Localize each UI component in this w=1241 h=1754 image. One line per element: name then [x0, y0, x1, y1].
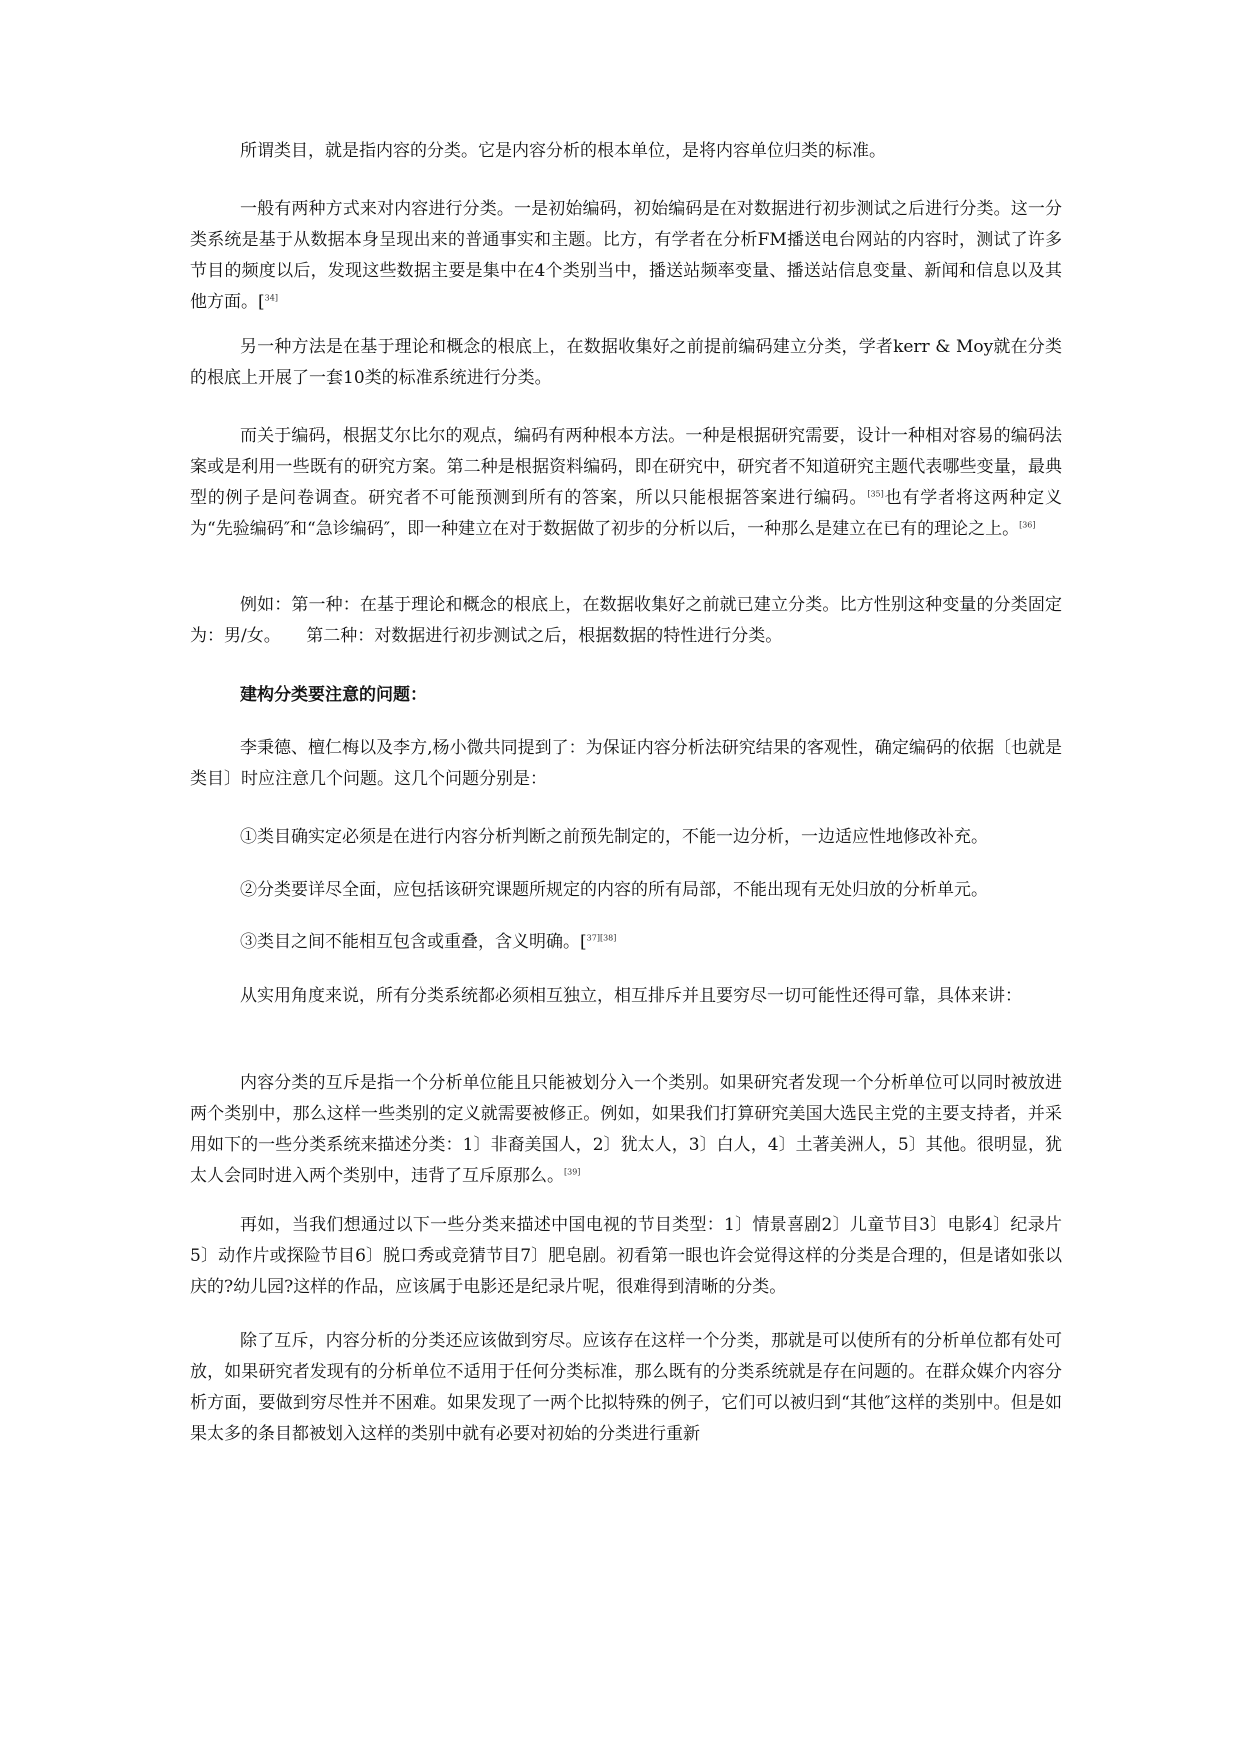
list-item-3 — [240, 927, 1080, 958]
paragraph-category-definition — [190, 136, 1062, 167]
paragraph-tv-example — [190, 1210, 1062, 1303]
paragraph-text: 从实用角度来说，所有分类系统都必须相互独立，相互排斥并且要穷尽一切可能性还得可靠，具体来讲： — [240, 986, 1022, 1006]
paragraph-text: 而关于编码，根据艾尔比尔的观点，编码有两种根本方法。一种是根据研究需要，设计一种相对容易的编码法案或是利用一些既有的研究方案。第二种是根据资料编码，即在研究中，研究者不知道研究主题代表哪些变量，最典型的例子是问卷调查。研究者不可能预测到所有的答案，所以只能根据答案进行编码。 — [190, 426, 1062, 508]
citation-36: [36] — [1019, 520, 1036, 530]
paragraph-two-methods — [190, 194, 1062, 318]
citation-37-38: 37][38] — [586, 933, 617, 943]
list-item-2: ②分类要详尽全面，应包括该研究课题所规定的内容的所有局部，不能出现有无处归放的分析单元。 — [240, 880, 988, 900]
paragraph-text: 再如，当我们想通过以下一些分类来描述中国电视的节目类型：1〕情景喜剧2〕儿童节目3〕电影4〕纪录片5〕动作片或探险节目6〕脱口秀或竞猜节目7〕肥皂剧。初看第一眼也许会觉得这样的分类是合理的，但是诸如张以庆的?幼儿园?这样的作品，应该属于电影还是纪录片呢，很难得到清晰的分类。 — [190, 1215, 1062, 1297]
paragraph-text: 李秉德、檀仁梅以及李方,杨小微共同提到了：为保证内容分析法研究结果的客观性，确定编码的依据〔也就是类目〕时应注意几个问题。这几个问题分别是： — [190, 738, 1062, 789]
paragraph-text: 例如：第一种：在基于理论和概念的根底上，在数据收集好之前就已建立分类。比方性别这种变量的分类固定为：男/女。 第二种：对数据进行初步测试之后，根据数据的特性进行分类。 — [190, 595, 1062, 646]
citation-35: [35] — [867, 489, 884, 499]
paragraph-text: 另一种方法是在基于理论和概念的根底上，在数据收集好之前提前编码建立分类，学者kerr & Moy就在分类的根底上开展了一套10类的标准系统进行分类。 — [190, 337, 1062, 388]
paragraph-text: 一般有两种方式来对内容进行分类。一是初始编码，初始编码是在对数据进行初步测试之后进行分类。这一分类系统是基于从数据本身呈现出来的普通事实和主题。比方，有学者在分析FM播送电台网站的内容时，测试了许多节目的频度以后，发现这些数据主要是集中在4个类别当中，播送站频率变量、播送站信息变量、新闻和信息以及其他方面。[ — [190, 199, 1062, 312]
section-heading: 建构分类要注意的问题： — [240, 685, 427, 705]
list-item-text: ③类目之间不能相互包含或重叠，含义明确。[ — [240, 932, 587, 952]
paragraph-practical — [190, 981, 1062, 1012]
paragraph-another-method — [190, 332, 1062, 394]
paragraph-examples — [190, 590, 1062, 652]
paragraph-exhaustiveness — [190, 1326, 1062, 1450]
paragraph-text: 内容分类的互斥是指一个分析单位能且只能被划分入一个类别。如果研究者发现一个分析单位可以同时被放进两个类别中，那么这样一些类别的定义就需要被修正。例如，如果我们打算研究美国大选民主党的主要支持者，并采用如下的一些分类系统来描述分类：1〕非裔美国人，2〕犹太人，3〕白人，4〕土著美洲人，5〕其他。很明显，犹太人会同时进入两个类别中，违背了互斥原那么。 — [190, 1073, 1062, 1186]
paragraph-text: 所谓类目，就是指内容的分类。它是内容分析的根本单位，是将内容单位归类的标准。 — [240, 141, 886, 161]
list-item-1: ①类目确实定必须是在进行内容分析判断之前预先制定的，不能一边分析，一边适应性地修改补充。 — [240, 827, 988, 847]
paragraph-text: 也有学者将这两种定义为“先验编码″和“急诊编码″，即一种建立在对于数据做了初步的分析以后，一种那么是建立在已有的理论之上。 — [190, 488, 1063, 539]
paragraph-issues-intro — [190, 733, 1062, 795]
citation-39: [39] — [564, 1167, 581, 1177]
paragraph-mutual-exclusion — [190, 1068, 1062, 1192]
citation-34: 34] — [264, 293, 278, 303]
paragraph-text: 除了互斥，内容分析的分类还应该做到穷尽。应该存在这样一个分类，那就是可以使所有的分析单位都有处可放，如果研究者发现有的分析单位不适用于任何分类标准，那么既有的分类系统就是存在问题的。在群众媒介内容分析方面，要做到穷尽性并不困难。如果发现了一两个比拟特殊的例子，它们可以被归到“其他″这样的类别中。但是如果太多的条目都被划入这样的类别中就有必要对初始的分类进行重新 — [190, 1331, 1062, 1444]
paragraph-coding-methods — [190, 421, 1062, 545]
